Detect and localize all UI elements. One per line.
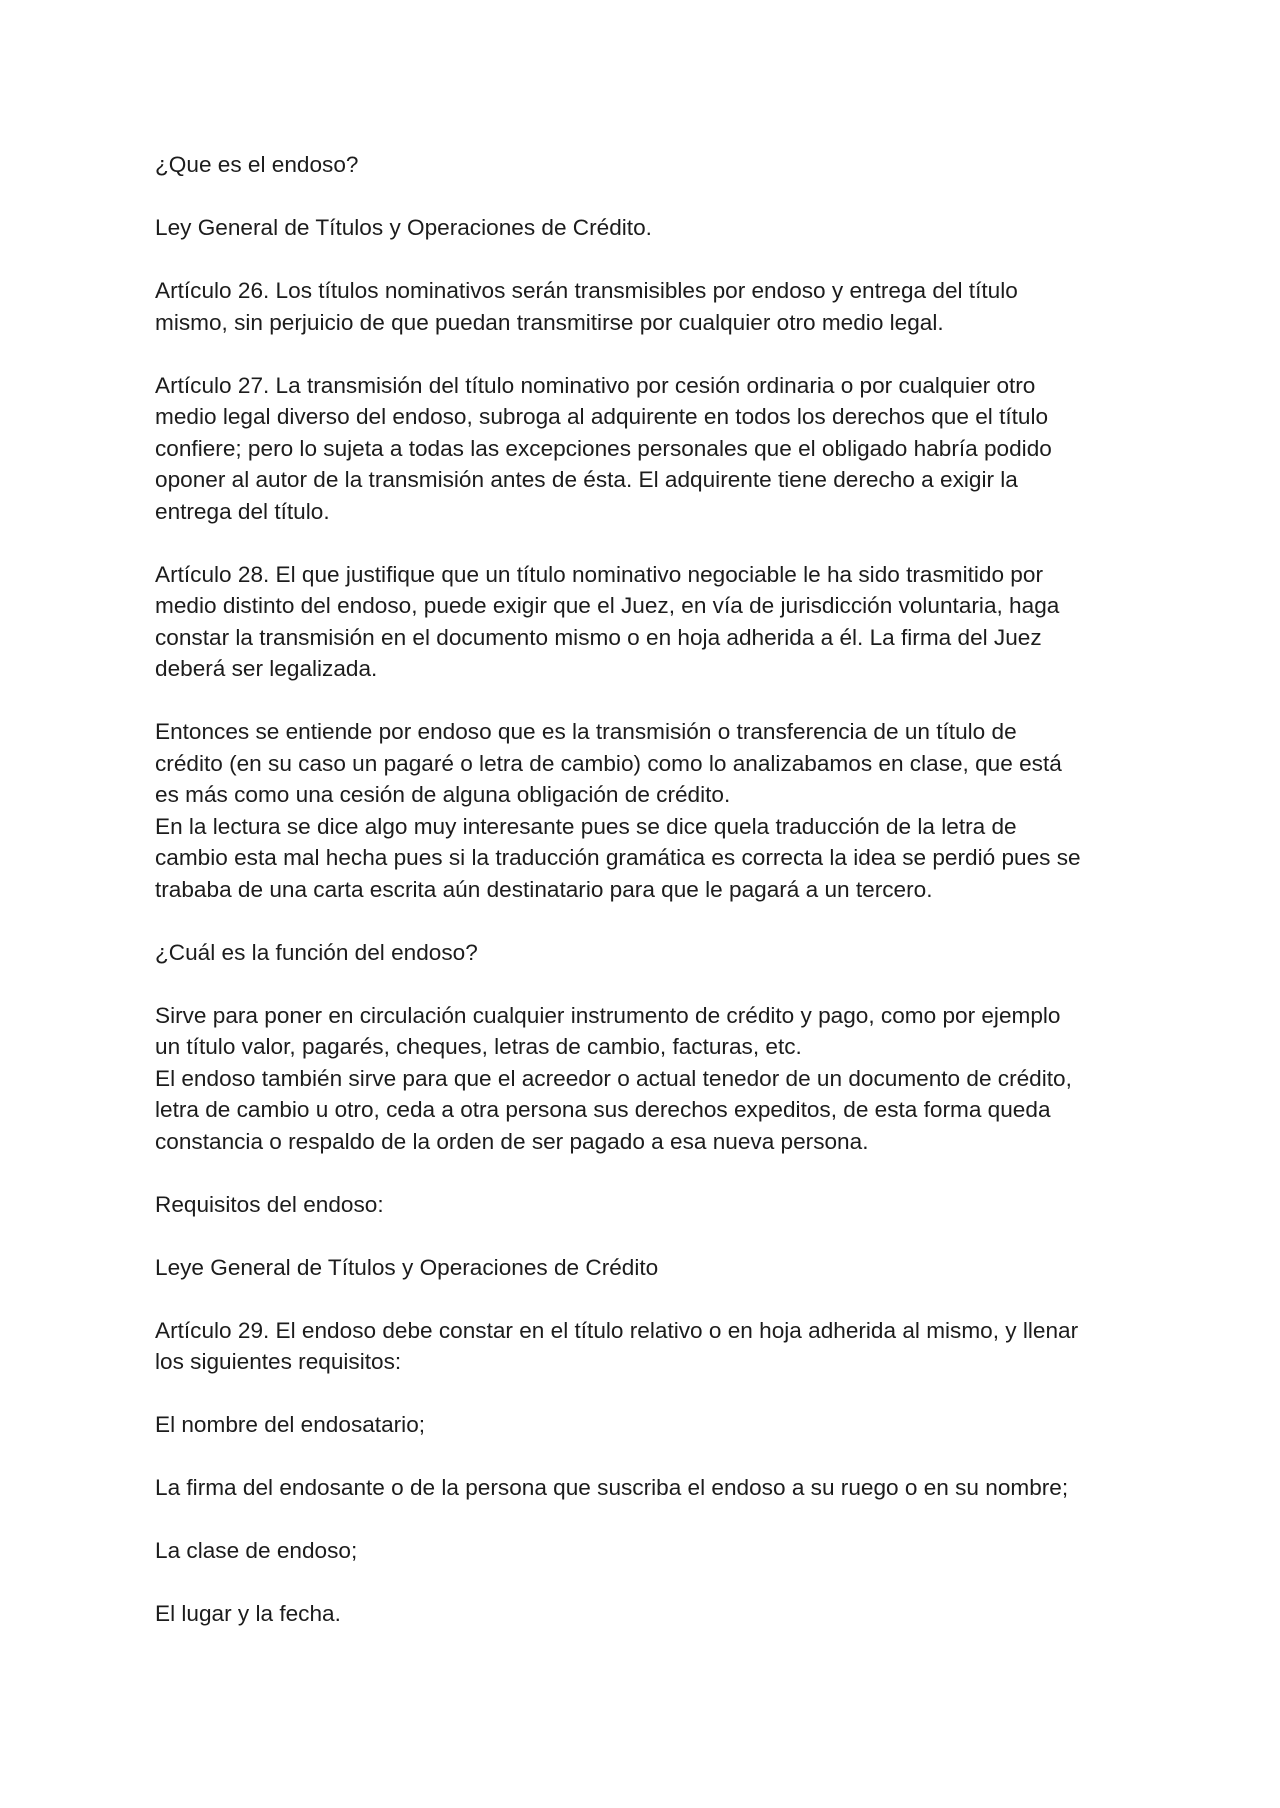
function-paragraph-2: El endoso también sirve para que el acreedor o actual tenedor de un documento de crédito, letra de cambio u otro, ceda a otra persona sus derechos expeditos, de esta forma queda constancia o respaldo de la orden de ser pagado a esa nueva persona. <box>155 1065 1072 1154</box>
article-27: Artículo 27. La transmisión del título nominativo por cesión ordinaria o por cualquier otro medio legal diverso del endoso, subroga al adquirente en todos los derechos que el título confiere; pero lo sujeta a todas las excepciones personales que el obligado habría podido oponer al autor de la transmisión antes de ésta. El adquirente tiene derecho a exigir la entrega del título. <box>155 372 1052 524</box>
article-28: Artículo 28. El que justifique que un título nominativo negociable le ha sido trasmitido por medio distinto del endoso, puede exigir que el Juez, en vía de jurisdicción voluntaria, haga constar la transmisión en el documento mismo o en hoja adherida a él. La firma del Juez deberá ser legalizada. <box>155 561 1060 681</box>
heading-requisitos: Requisitos del endoso: <box>155 1191 384 1217</box>
definition-paragraph: Entonces se entiende por endoso que es la transmisión o transferencia de un título de crédito (en su caso un pagaré o letra de cambio) como lo analizabamos en clase, que está es más como una cesión de alguna obligación de crédito. <box>155 719 1062 807</box>
article-29: Artículo 29. El endoso debe constar en el título relativo o en hoja adherida al mismo, y llenar los siguientes requisitos: <box>155 1317 1079 1374</box>
reading-paragraph: En la lectura se dice algo muy interesante pues se dice quela traducción de la letra de cambio esta mal hecha pues si la traducción gramática es correcta la idea se perdió pues se trababa de una carta escrita aún destinatario para que le pagará a un tercero. <box>155 813 1081 902</box>
law-title-2: Leye General de Títulos y Operaciones de Crédito <box>155 1254 659 1280</box>
function-paragraph: Sirve para poner en circulación cualquier instrumento de crédito y pago, como por ejemplo un título valor, pagarés, cheques, letras de cambio, facturas, etc. <box>155 1002 1061 1059</box>
requirement-item: El lugar y la fecha. <box>155 1601 341 1626</box>
heading-funcion-endoso: ¿Cuál es la función del endoso? <box>155 939 478 965</box>
requirement-item: El nombre del endosatario; <box>155 1412 426 1437</box>
heading-que-es-endoso: ¿Que es el endoso? <box>155 152 359 177</box>
requirement-item: La firma del endosante o de la persona que suscriba el endoso a su ruego o en su nombre; <box>155 1475 1069 1500</box>
article-26: Artículo 26. Los títulos nominativos serán transmisibles por endoso y entrega del título mismo, sin perjuicio de que puedan transmitirse por cualquier otro medio legal. <box>155 278 1018 335</box>
law-title: Ley General de Títulos y Operaciones de Crédito. <box>155 215 652 240</box>
document-body <box>155 149 1145 1661</box>
requirement-item: La clase de endoso; <box>155 1538 358 1563</box>
